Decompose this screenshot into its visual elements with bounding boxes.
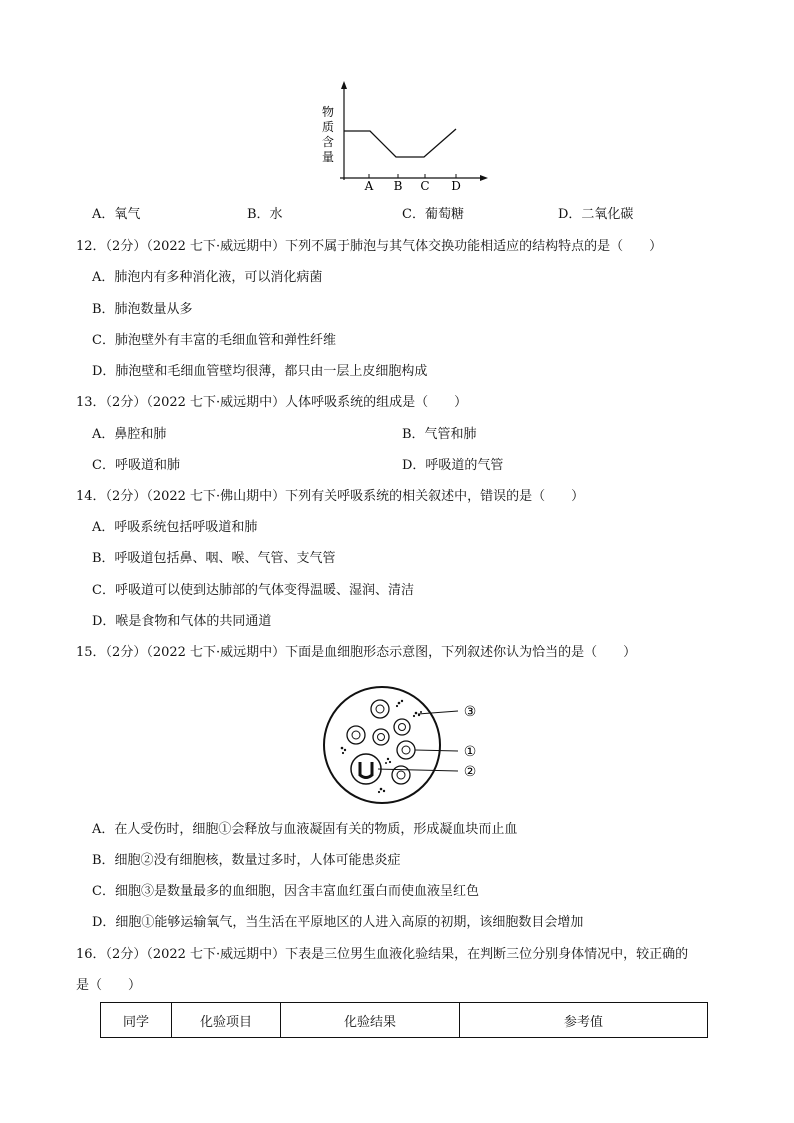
q13-option-c[interactable]: C．呼吸道和肺 (92, 458, 180, 473)
q12-option-c[interactable]: C．肺泡壁外有丰富的毛细血管和弹性纤维 (92, 333, 336, 348)
pointer-line-1 (415, 750, 458, 751)
q13-option-b[interactable]: B．气管和肺 (402, 427, 477, 442)
q16-stem-line2: 是（ ） (76, 978, 142, 993)
platelets (341, 700, 422, 793)
header-student: 同学 (101, 1003, 172, 1038)
header-reference-value: 参考值 (460, 1003, 708, 1038)
q11-option-c[interactable]: C．葡萄糖 (402, 207, 464, 222)
q11-option-d[interactable]: D．二氧化碳 (558, 207, 634, 222)
q15-option-c[interactable]: C．细胞③是数量最多的血细胞，因含丰富血红蛋白而使血液呈红色 (92, 884, 479, 899)
q15-option-a[interactable]: A．在人受伤时，细胞①会释放与血液凝固有关的物质，形成凝血块而止血 (92, 822, 518, 837)
q14-stem: 14．（2分）（2022 七下·佛山期中）下列有关呼吸系统的相关叙述中，错误的是（ ） (76, 489, 585, 504)
header-test-result: 化验结果 (281, 1003, 460, 1038)
blood-cell-diagram (318, 683, 488, 809)
q13-options-row2 (92, 457, 734, 475)
red-blood-cell (394, 719, 410, 735)
q14-option-d[interactable]: D．喉是食物和气体的共同通道 (92, 614, 272, 629)
white-blood-cell-2 (351, 754, 381, 784)
q14-option-a[interactable]: A．呼吸系统包括呼吸道和肺 (92, 520, 258, 535)
q14-option-c[interactable]: C．呼吸道可以使到达肺部的气体变得温暖、湿润、清洁 (92, 583, 414, 598)
q12-option-d[interactable]: D．肺泡壁和毛细血管壁均很薄，都只由一层上皮细胞构成 (92, 364, 428, 379)
content-curve (344, 129, 456, 157)
x-tick-label: D (451, 179, 461, 190)
red-blood-cell (347, 726, 365, 744)
q16-stem-line1: 16．（2分）（2022 七下·威远期中）下表是三位男生血液化验结果，在判断三位分别身体情况中，较正确的 (76, 947, 689, 962)
label-1: ① (463, 744, 477, 760)
substance-content-graph (318, 78, 498, 190)
q13-option-a[interactable]: A．鼻腔和肺 (92, 427, 167, 442)
y-axis-label-char: 含 (321, 135, 335, 149)
x-tick-label: C (420, 179, 430, 190)
red-blood-cell (392, 766, 410, 784)
q13-options-row1 (92, 426, 734, 444)
q11-option-b[interactable]: B．水 (247, 207, 283, 222)
q11-option-a[interactable]: A．氧气 (92, 207, 141, 222)
q13-stem: 13．（2分）（2022 七下·威远期中）人体呼吸系统的组成是（ ） (76, 395, 468, 410)
q12-option-a[interactable]: A．肺泡内有多种消化液，可以消化病菌 (92, 270, 323, 285)
pointer-line-3 (418, 711, 458, 714)
y-axis-arrow (341, 81, 347, 89)
q15-option-d[interactable]: D．细胞①能够运输氧气，当生活在平原地区的人进入高原的初期，该细胞数目会增加 (92, 915, 584, 930)
pointer-line-2 (378, 769, 458, 771)
x-axis-arrow (480, 175, 488, 181)
q11-options (92, 206, 734, 224)
x-tick-label: A (364, 179, 374, 190)
red-blood-cell (371, 700, 389, 718)
table-header-row (101, 1003, 708, 1038)
q14-option-b[interactable]: B．呼吸道包括鼻、咽、喉、气管、支气管 (92, 551, 336, 566)
x-tick-label: B (393, 179, 403, 190)
header-test-item: 化验项目 (172, 1003, 281, 1038)
red-blood-cell (373, 729, 389, 745)
y-axis-label-char: 质 (321, 120, 335, 134)
label-2: ② (463, 764, 477, 780)
y-axis-label-char: 量 (321, 150, 335, 164)
q13-option-d[interactable]: D．呼吸道的气管 (402, 458, 504, 473)
q15-stem: 15．（2分）（2022 七下·威远期中）下面是血细胞形态示意图，下列叙述你认为恰当的是（ ） (76, 645, 637, 660)
blood-test-table (100, 1002, 708, 1038)
q12-option-b[interactable]: B．肺泡数量从多 (92, 302, 193, 317)
label-3: ③ (463, 704, 477, 720)
y-axis-label-char: 物 (321, 105, 335, 119)
red-blood-cell-1 (397, 741, 415, 759)
q12-stem: 12．（2分）（2022 七下·威远期中）下列不属于肺泡与其气体交换功能相适应的结构特点的是（ ） (76, 239, 663, 254)
q15-option-b[interactable]: B．细胞②没有细胞核，数量过多时，人体可能患炎症 (92, 853, 401, 868)
